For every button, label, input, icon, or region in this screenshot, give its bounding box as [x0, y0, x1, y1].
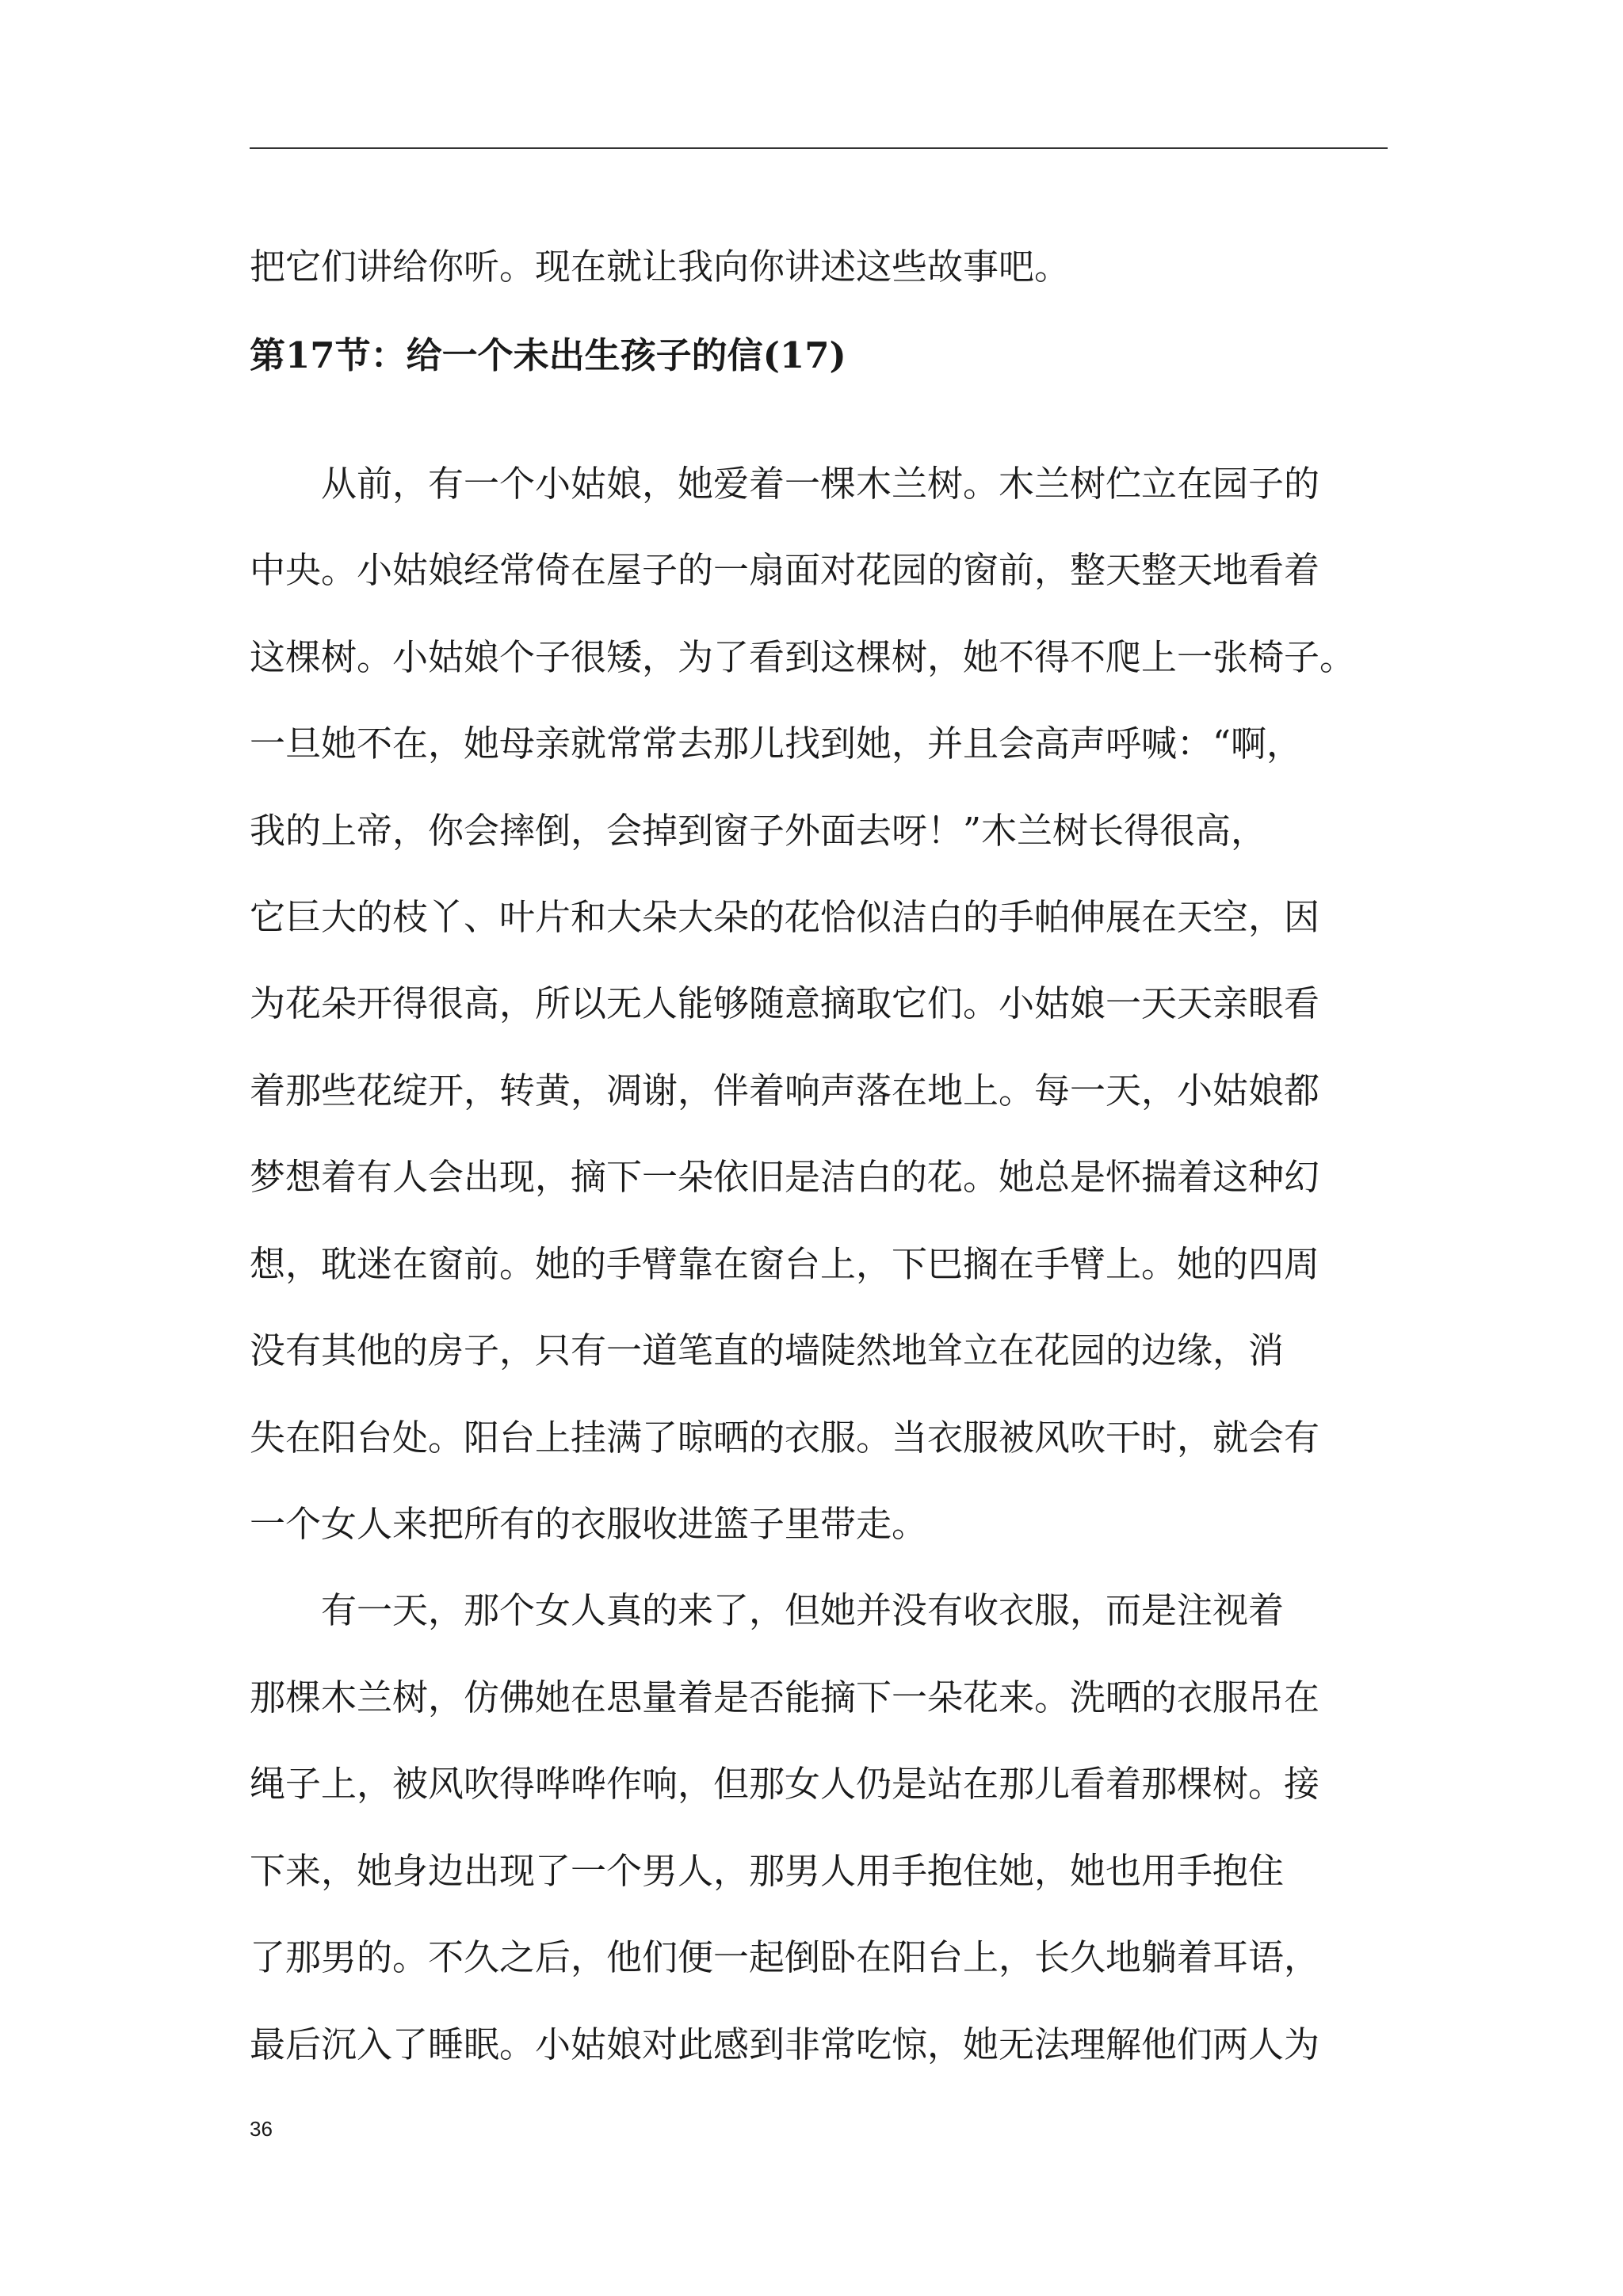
text-line: 没有其他的房子，只有一道笔直的墙陡然地耸立在花园的边缘，消 — [250, 1329, 1285, 1371]
page-number: 36 — [250, 2117, 273, 2141]
paragraph-first-line: 有一天，那个女人真的来了，但她并没有收衣服，而是注视着 — [321, 1589, 1285, 1631]
text-line: 下来，她身边出现了一个男人，那男人用手抱住她，她也用手抱住 — [250, 1850, 1285, 1892]
text-line: 把它们讲给你听。现在就让我向你讲述这些故事吧。 — [250, 246, 1071, 288]
text-line: 绳子上，被风吹得哗哗作响，但那女人仍是站在那儿看着那棵树。接 — [250, 1763, 1320, 1805]
paragraph-first-line: 从前，有一个小姑娘，她爱着一棵木兰树。木兰树伫立在园子的 — [321, 463, 1320, 505]
text-line: 一旦她不在，她母亲就常常去那儿找到她，并且会高声呼喊：“啊， — [250, 723, 1303, 765]
text-line: 我的上帝，你会摔倒，会掉到窗子外面去呀！”木兰树长得很高， — [250, 810, 1267, 852]
text-line: 了那男的。不久之后，他们便一起倒卧在阳台上，长久地躺着耳语， — [250, 1936, 1320, 1978]
text-line: 中央。小姑娘经常倚在屋子的一扇面对花园的窗前，整天整天地看着 — [250, 549, 1320, 591]
text-line: 失在阳台处。阳台上挂满了晾晒的衣服。当衣服被风吹干时，就会有 — [250, 1417, 1320, 1459]
text-line: 最后沉入了睡眠。小姑娘对此感到非常吃惊，她无法理解他们两人为 — [250, 2023, 1320, 2065]
text-line: 梦想着有人会出现，摘下一朵依旧是洁白的花。她总是怀揣着这种幻 — [250, 1156, 1320, 1198]
text-line: 它巨大的枝丫、叶片和大朵大朵的花恰似洁白的手帕伸展在天空，因 — [250, 896, 1320, 938]
text-line: 这棵树。小姑娘个子很矮，为了看到这棵树，她不得不爬上一张椅子。 — [250, 636, 1356, 678]
header-rule — [250, 147, 1388, 149]
text-line: 那棵木兰树，仿佛她在思量着是否能摘下一朵花来。洗晒的衣服吊在 — [250, 1676, 1320, 1718]
text-line: 着那些花绽开，转黄，凋谢，伴着响声落在地上。每一天，小姑娘都 — [250, 1070, 1320, 1112]
text-line: 为花朵开得很高，所以无人能够随意摘取它们。小姑娘一天天亲眼看 — [250, 982, 1320, 1024]
section-heading: 第17节：给一个未出生孩子的信(17) — [250, 334, 846, 376]
text-line: 想，耽迷在窗前。她的手臂靠在窗台上，下巴搁在手臂上。她的四周 — [250, 1243, 1320, 1285]
text-line: 一个女人来把所有的衣服收进篮子里带走。 — [250, 1503, 928, 1545]
